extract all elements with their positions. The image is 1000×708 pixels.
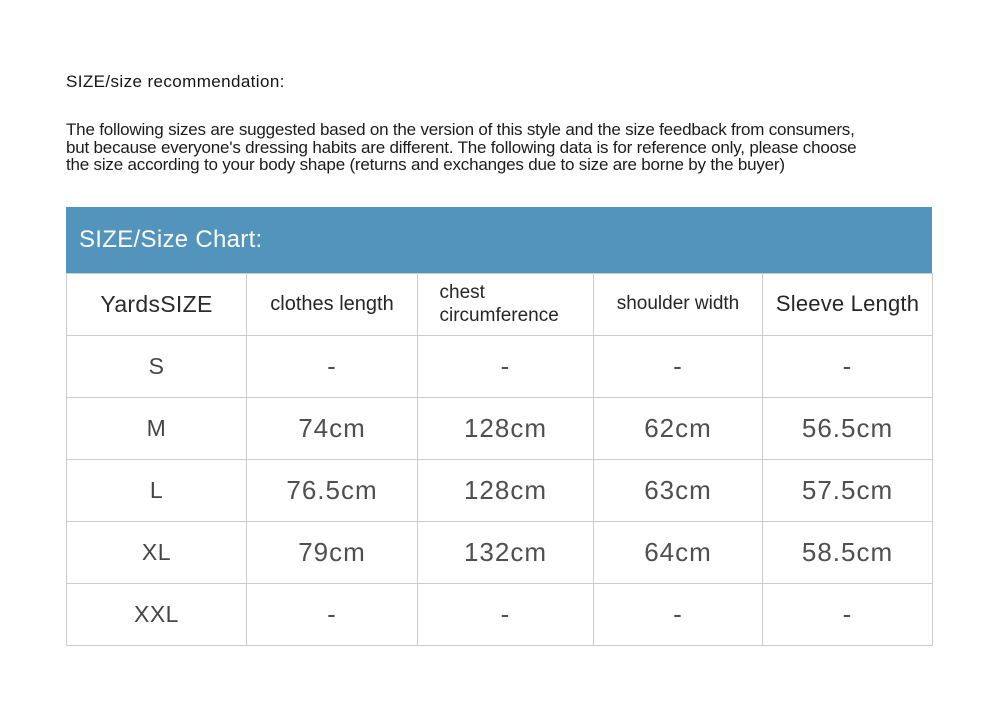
- sleeve-cell: 58.5cm: [763, 521, 933, 583]
- shoulder-cell: 63cm: [594, 459, 763, 521]
- size-cell: XL: [67, 521, 247, 583]
- table-row-l: [67, 459, 933, 521]
- shoulder-cell: 62cm: [594, 397, 763, 459]
- shoulder-cell: -: [594, 583, 763, 645]
- clothes-length-cell: 74cm: [247, 397, 418, 459]
- size-cell: S: [67, 335, 247, 397]
- column-header-chest-circumference: chest circumference: [418, 273, 594, 335]
- clothes-length-cell: 79cm: [247, 521, 418, 583]
- chest-cell: -: [418, 335, 594, 397]
- size-description: [66, 121, 1000, 174]
- description-line: the size according to your body shape (returns and exchanges due to size are borne by the buyer): [66, 155, 785, 174]
- sleeve-cell: -: [763, 335, 933, 397]
- chest-cell: 128cm: [418, 397, 594, 459]
- clothes-length-cell: 76.5cm: [247, 459, 418, 521]
- table-row-xl: [67, 521, 933, 583]
- sleeve-cell: 56.5cm: [763, 397, 933, 459]
- size-cell: M: [67, 397, 247, 459]
- description-line: The following sizes are suggested based on the version of this style and the size feedback from consumers,: [66, 120, 855, 139]
- sleeve-cell: -: [763, 583, 933, 645]
- clothes-length-cell: -: [247, 583, 418, 645]
- table-row-s: [67, 335, 933, 397]
- shoulder-cell: 64cm: [594, 521, 763, 583]
- size-cell: XXL: [67, 583, 247, 645]
- column-header-clothes-length: clothes length: [247, 273, 418, 335]
- table-header-row: [67, 273, 933, 335]
- size-chart-title: SIZE/Size Chart:: [79, 225, 263, 253]
- column-header-size: YardsSIZE: [67, 273, 247, 335]
- size-chart: [66, 207, 1000, 646]
- clothes-length-cell: -: [247, 335, 418, 397]
- page-title: SIZE/size recommendation:: [66, 72, 285, 91]
- chest-cell: -: [418, 583, 594, 645]
- column-header-shoulder-width: shoulder width: [594, 273, 763, 335]
- size-table: [66, 273, 933, 646]
- table-row-xxl: [67, 583, 933, 645]
- description-line: but because everyone's dressing habits are different. The following data is for reference only, please choose: [66, 137, 857, 157]
- size-cell: L: [67, 459, 247, 521]
- column-header-sleeve-length: Sleeve Length: [763, 273, 933, 335]
- sleeve-cell: 57.5cm: [763, 459, 933, 521]
- size-chart-header-bar: [66, 207, 932, 273]
- chest-cell: 128cm: [418, 459, 594, 521]
- table-row-m: [67, 397, 933, 459]
- shoulder-cell: -: [594, 335, 763, 397]
- chest-cell: 132cm: [418, 521, 594, 583]
